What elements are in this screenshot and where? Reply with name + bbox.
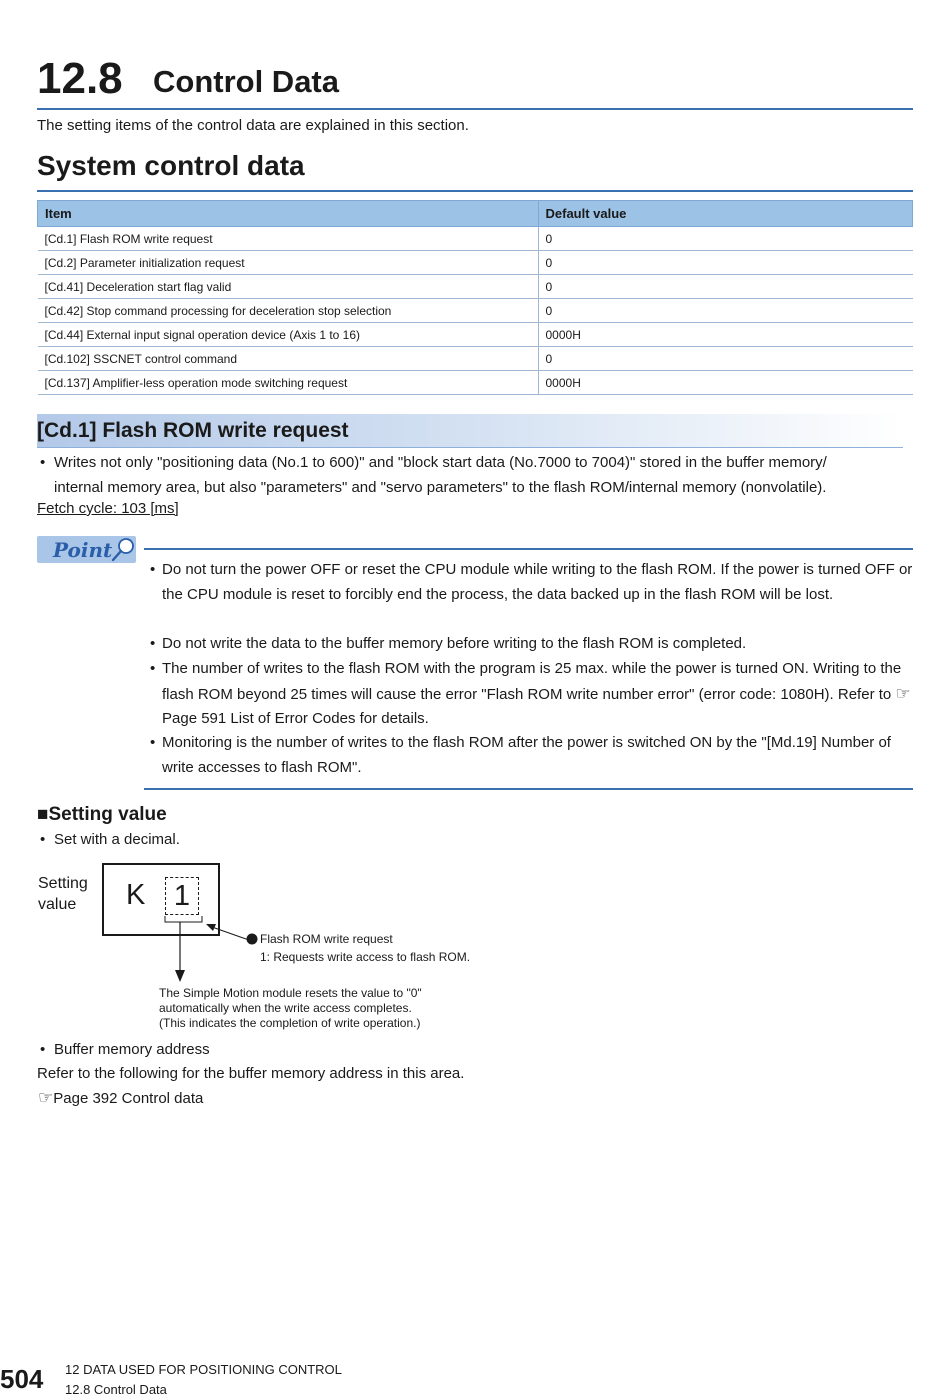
point-item-text: for details. [359, 710, 429, 728]
point-item-text: Do not turn the power OFF or reset the CPU module while writing to the flash ROM. If the power is turned OFF or the CPU module is reset to forcibly end the process, the data backed up in the flash ROM will be lost. [162, 561, 913, 603]
table-cell-item: [Cd.42] Stop command processing for deceleration stop selection [38, 299, 539, 323]
table-cell-default: 0000H [538, 323, 913, 347]
bullet-circle-icon [246, 933, 258, 945]
error-codes-link[interactable]: Page 591 List of Error Codes [162, 710, 356, 728]
reset-note-line2: automatically when the write access completes. [159, 1001, 412, 1015]
setting-value-heading: ■Setting value [37, 804, 167, 825]
table-row [38, 275, 913, 299]
table-row [38, 251, 913, 275]
reset-note-line1: The Simple Motion module resets the value to "0" [159, 986, 422, 1000]
table-row [38, 371, 913, 395]
figure-label [38, 873, 88, 915]
buffer-bullet: Buffer memory address [54, 1041, 210, 1058]
table-row [38, 323, 913, 347]
point-bottom-rule [144, 788, 913, 790]
cd1-heading [37, 414, 903, 448]
table-cell-item: [Cd.41] Deceleration start flag valid [38, 275, 539, 299]
table-cell-item: [Cd.44] External input signal operation device (Axis 1 to 16) [38, 323, 539, 347]
intro-text: The setting items of the control data are explained in this section. [37, 117, 469, 134]
table-header-row [38, 201, 913, 227]
point-item: • Do not write the data to the buffer memory before writing to the flash ROM is completed. [150, 632, 915, 657]
setting-bullet: Set with a decimal. [54, 831, 180, 848]
table-cell-item: [Cd.137] Amplifier-less operation mode switching request [38, 371, 539, 395]
page-number: 504 [0, 1364, 44, 1394]
figure-callout-lines [150, 910, 270, 990]
section-number: 12.8 [37, 54, 123, 103]
note-line: 1: Requests write access to flash ROM. [260, 950, 471, 964]
note-title: Flash ROM write request [260, 932, 393, 946]
control-data-link[interactable]: Page 392 Control data [53, 1090, 204, 1107]
point-item: • Do not turn the power OFF or reset the CPU module while writing to the flash ROM. If the power is turned OFF or the CPU module is reset to forcibly end the process, the data backed up in the flash ROM will be lost. [150, 558, 915, 607]
magnifier-icon [109, 537, 137, 563]
table-cell-item: [Cd.2] Parameter initialization request [38, 251, 539, 275]
figure-label-line2: value [38, 896, 77, 913]
table-cell-item: [Cd.1] Flash ROM write request [38, 227, 539, 251]
system-control-table [37, 200, 913, 395]
table-row [38, 347, 913, 371]
column-header-item: Item [38, 201, 539, 227]
section-heading [37, 52, 913, 110]
bullet-dot: • [40, 831, 46, 848]
cd1-heading-text: [Cd.1] Flash ROM write request [37, 419, 349, 442]
point-item-text: The number of writes to the flash ROM with the program is 25 max. while the power is turned ON. Writing to the flash ROM beyond 25 times will cause the error "Flash ROM write number error" (error code: 1080H). Refer to [162, 660, 902, 703]
point-item: • The number of writes to the flash ROM with the program is 25 max. while the power is turned ON. Writing to the flash ROM beyond 25 times will cause the error "Flash ROM write number error" (error code: 1080H). Refer to ☞Page 591 List of Error Codes for details. [150, 660, 911, 728]
footer-chapter: 12 DATA USED FOR POSITIONING CONTROL [65, 1362, 342, 1377]
buffer-ref [38, 1088, 203, 1108]
table-cell-default: 0 [538, 227, 913, 251]
system-control-heading: System control data [37, 150, 913, 192]
fetch-cycle: Fetch cycle: 103 [ms] [37, 500, 179, 517]
table-cell-default: 0 [538, 347, 913, 371]
table-cell-default: 0 [538, 251, 913, 275]
figure-label-line1: Setting [38, 875, 88, 892]
point-badge-text: Point [53, 538, 113, 562]
point-item: • Monitoring is the number of writes to the flash ROM after the power is switched ON by the "[Md.19] Number of write accesses to flash ROM". [150, 731, 915, 780]
table-cell-default: 0000H [538, 371, 913, 395]
bullet-dot: • [40, 1041, 46, 1058]
footer-section: 12.8 Control Data [65, 1382, 167, 1397]
figure-value: 1 [165, 877, 199, 915]
bullet-dot: • [40, 454, 46, 471]
point-top-rule [144, 548, 913, 550]
cd1-description-line1: Writes not only "positioning data (No.1 to 600)" and "block start data (No.7000 to 7004)" stored in the buffer memory/ [54, 454, 827, 471]
table-cell-default: 0 [538, 299, 913, 323]
table-row [38, 299, 913, 323]
buffer-text: Refer to the following for the buffer memory address in this area. [37, 1065, 465, 1082]
figure-prefix: K [126, 879, 146, 911]
table-row [38, 227, 913, 251]
point-badge [37, 536, 136, 563]
table-cell-default: 0 [538, 275, 913, 299]
point-item-text: Monitoring is the number of writes to the flash ROM after the power is switched ON by the "[Md.19] Number of write accesses to flash ROM". [162, 734, 891, 776]
table-cell-item: [Cd.102] SSCNET control command [38, 347, 539, 371]
point-item-text: Do not write the data to the buffer memory before writing to the flash ROM is completed. [162, 635, 747, 652]
column-header-default: Default value [538, 201, 913, 227]
cd1-description-line2: internal memory area, but also "parameters" and "servo parameters" to the flash ROM/internal memory (nonvolatile). [54, 479, 827, 496]
reset-note-line3: (This indicates the completion of write operation.) [159, 1016, 421, 1030]
pointing-hand-icon: ☞ [38, 1088, 54, 1107]
pointing-hand-icon: ☞ [895, 683, 911, 703]
section-title: Control Data [153, 64, 339, 99]
